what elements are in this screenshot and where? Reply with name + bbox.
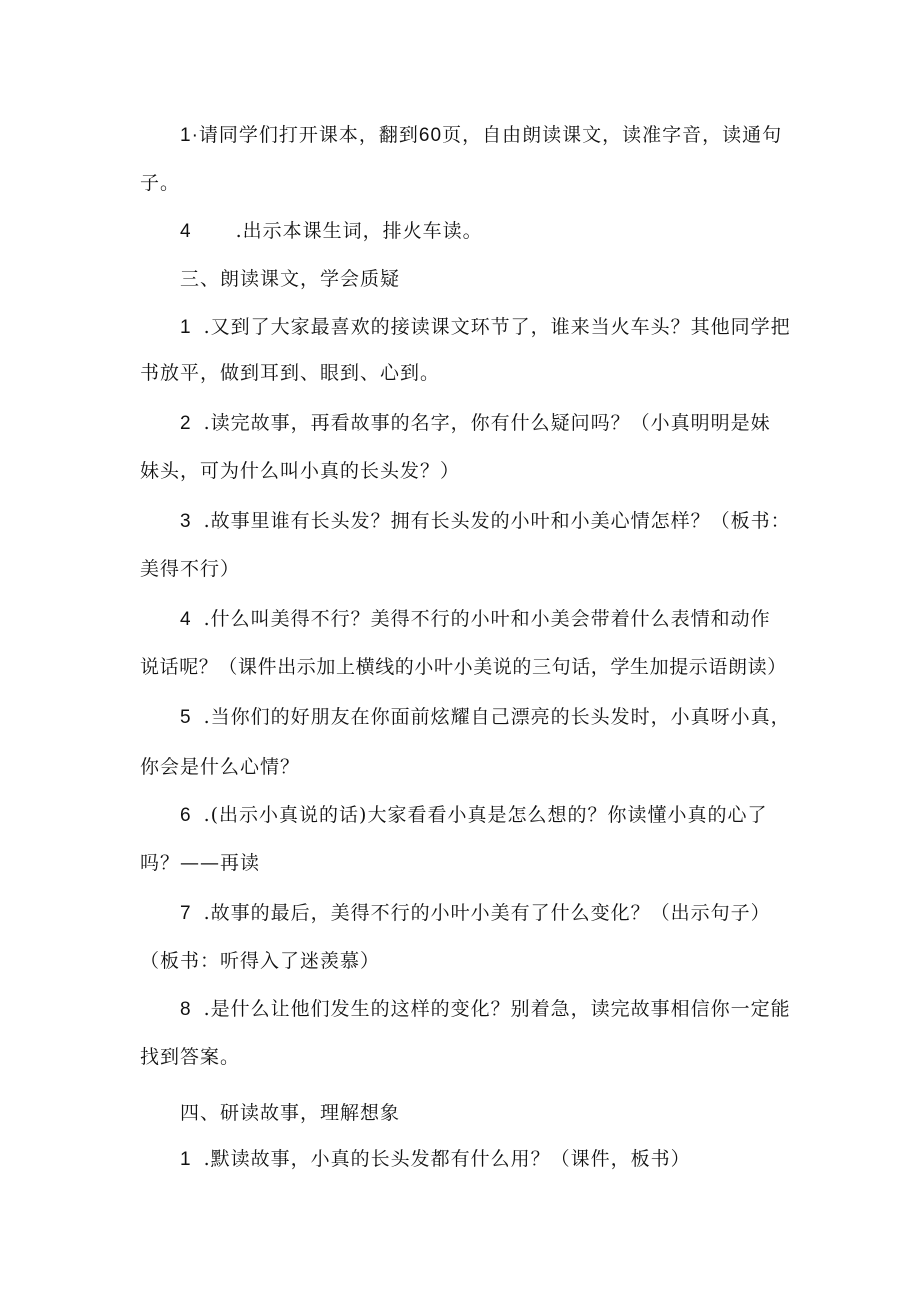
item-3-2-line-2: [140, 458, 460, 484]
paragraph-text: 吗？——再读: [140, 852, 261, 874]
paragraph-text: .默读故事，小真的长头发都有什么用？（课件，板书）: [203, 1148, 691, 1170]
list-number: 4: [180, 221, 192, 242]
paragraph-text: 说话呢？（课件出示加上横线的小叶小美说的三句话，学生加提示语朗读）: [140, 656, 787, 678]
list-number: 4: [180, 609, 192, 630]
paragraph-text: 找到答案。: [140, 1046, 241, 1068]
item-3-7-line-1: [180, 900, 771, 927]
item-3-1-line-1: [180, 314, 791, 341]
list-number: 7: [180, 903, 192, 924]
paragraph-text: .故事的最后，美得不行的小叶小美有了什么变化？（出示句子）: [203, 902, 771, 924]
item-3-4-line-2: [140, 654, 787, 680]
paragraph-1-line-1: [180, 122, 782, 149]
paragraph-text: .什么叫美得不行？美得不行的小叶和小美会带着什么表情和动作: [203, 608, 771, 630]
section-heading-4: [180, 1100, 400, 1126]
paragraph-text: 美得不行）: [140, 558, 241, 580]
item-3-6-line-1: [180, 802, 767, 829]
item-3-1-line-2: [140, 360, 440, 386]
paragraph-1-line-2: [140, 170, 180, 196]
paragraph-text: 你会是什么心情？: [140, 756, 301, 778]
paragraph-text: .是什么让他们发生的这样的变化？别着急，读完故事相信你一定能: [203, 998, 791, 1020]
item-3-8-line-2: [140, 1044, 240, 1070]
item-3-3-line-1: [180, 508, 791, 535]
item-4-1-line-1: [180, 1146, 691, 1173]
paragraph-text: .读完故事，再看故事的名字，你有什么疑问吗？（小真明明是妹: [203, 412, 771, 434]
paragraph-text: 书放平，做到耳到、眼到、心到。: [140, 362, 441, 384]
paragraph-2-line-1: [180, 218, 483, 245]
list-number: 3: [180, 511, 192, 532]
paragraph-text: .当你们的好朋友在你面前炫耀自己漂亮的长头发时，小真呀小真，: [203, 706, 791, 728]
paragraph-text: .出示本课生词，排火车读。: [235, 220, 483, 242]
list-number: 6: [180, 805, 192, 826]
item-3-2-line-1: [180, 410, 771, 437]
paragraph-text: 页，自由朗读课文，读准字音，读通句: [442, 124, 783, 146]
item-3-8-line-1: [180, 996, 791, 1023]
paragraph-text: （板书：听得入了迷羡慕）: [140, 950, 381, 972]
list-number: 5: [180, 707, 192, 728]
heading-text: 四、研读故事，理解想象: [180, 1102, 401, 1124]
heading-text: 三、朗读课文，学会质疑: [180, 268, 401, 290]
paragraph-text: .(出示小真说的话)大家看看小真是怎么想的？你读懂小真的心了: [203, 804, 768, 826]
section-heading-3: [180, 266, 400, 292]
paragraph-text: .又到了大家最喜欢的接读课文环节了，谁来当火车头？其他同学把: [203, 316, 791, 338]
list-number: 1: [180, 1149, 192, 1170]
item-3-6-line-2: [140, 850, 260, 876]
list-number: 1·: [180, 125, 199, 146]
paragraph-text: 请同学们打开课本，翻到: [198, 124, 419, 146]
item-3-4-line-1: [180, 606, 771, 633]
item-3-3-line-2: [140, 556, 240, 582]
item-3-5-line-1: [180, 704, 791, 731]
list-number: 1: [180, 317, 192, 338]
paragraph-text: 妹头，可为什么叫小真的长头发？）: [140, 460, 461, 482]
list-number: 8: [180, 999, 192, 1020]
paragraph-text: .故事里谁有长头发？拥有长头发的小叶和小美心情怎样？（板书：: [203, 510, 791, 532]
item-3-5-line-2: [140, 754, 300, 780]
paragraph-text: 子。: [140, 172, 181, 194]
item-3-7-line-2: [140, 948, 380, 974]
page-number-value: 60: [418, 125, 443, 146]
list-number: 2: [180, 413, 192, 434]
